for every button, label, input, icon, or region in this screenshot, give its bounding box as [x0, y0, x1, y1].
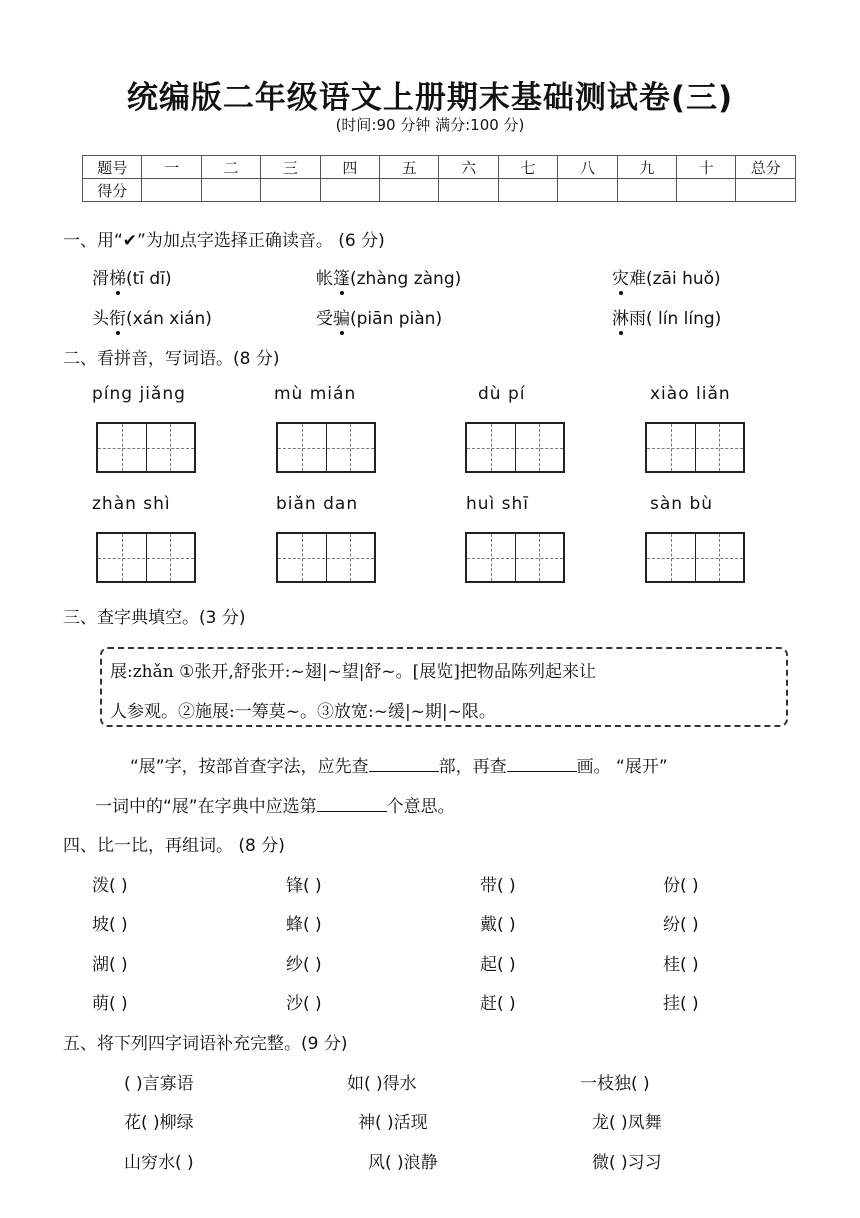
- score-cell[interactable]: [498, 179, 557, 202]
- q3-text: 部，再查: [438, 757, 507, 777]
- writing-grid[interactable]: [276, 422, 376, 473]
- q2-pinyin: xiào liǎn: [650, 384, 731, 404]
- q4-item[interactable]: 挂( ): [663, 994, 699, 1014]
- q2-pinyin: sàn bù: [650, 494, 714, 514]
- score-col: 五: [380, 156, 439, 179]
- page-subtitle: (时间:90 分钟 满分:100 分): [335, 116, 525, 134]
- q5-item[interactable]: ( )言寡语: [124, 1074, 194, 1094]
- dotted-char: 灾: [612, 264, 629, 289]
- score-col: 七: [498, 156, 557, 179]
- q2-pinyin: píng jiǎng: [92, 384, 186, 404]
- q4-item[interactable]: 起( ): [480, 955, 516, 975]
- q5-item[interactable]: 花( )柳绿: [124, 1113, 194, 1133]
- writing-grid[interactable]: [645, 532, 745, 583]
- dotted-char: 篷: [333, 264, 350, 289]
- q1-char: 难: [629, 269, 646, 289]
- q5-item[interactable]: 如( )得水: [347, 1074, 417, 1094]
- q1-char: 帐: [316, 269, 333, 289]
- q4-item[interactable]: 沙( ): [286, 994, 322, 1014]
- q1-char: 头: [92, 309, 109, 329]
- q3-text: 一词中的“展”在字典中应选第: [95, 797, 317, 817]
- q1-pinyin: (xán xián): [126, 309, 212, 329]
- q3-heading: 三、查字典填空。(3 分): [63, 608, 246, 628]
- q1-char: 雨: [629, 309, 646, 329]
- q3-text: 画。 “展开”: [576, 757, 668, 777]
- q5-item[interactable]: 风( )浪静: [368, 1153, 438, 1173]
- q3-text: 个意思。: [386, 797, 455, 817]
- q5-item[interactable]: 微( )习习: [592, 1153, 662, 1173]
- score-cell[interactable]: [380, 179, 439, 202]
- q4-item[interactable]: 锋( ): [286, 876, 322, 896]
- q3-fill-line: [95, 792, 455, 817]
- q1-pinyin: (tī dī): [126, 269, 172, 289]
- answer-blank[interactable]: [317, 797, 387, 812]
- dotted-char: 衔: [109, 304, 126, 329]
- q3-fill-line: [130, 752, 668, 777]
- q1-pinyin: (zhàng zàng): [350, 269, 462, 289]
- q1-item[interactable]: [316, 304, 442, 329]
- writing-grid[interactable]: [276, 532, 376, 583]
- score-cell[interactable]: [261, 179, 320, 202]
- score-cell[interactable]: [617, 179, 676, 202]
- q1-item[interactable]: [92, 264, 172, 289]
- writing-grid[interactable]: [96, 532, 196, 583]
- q4-item[interactable]: 份( ): [663, 876, 699, 896]
- dictionary-entry-box: [100, 647, 788, 727]
- score-col: 六: [439, 156, 498, 179]
- score-cell[interactable]: [558, 179, 617, 202]
- score-col: 三: [261, 156, 320, 179]
- score-cell[interactable]: [320, 179, 379, 202]
- score-cell[interactable]: [142, 179, 201, 202]
- score-col: 十: [677, 156, 736, 179]
- q1-pinyin: (zāi huǒ): [646, 269, 721, 289]
- score-value-row: [83, 179, 796, 202]
- score-header-row: [83, 156, 796, 179]
- q4-item[interactable]: 坡( ): [92, 915, 128, 935]
- q4-item[interactable]: 泼( ): [92, 876, 128, 896]
- writing-grid[interactable]: [465, 532, 565, 583]
- score-col: 总分: [736, 156, 796, 179]
- q1-char: 滑: [92, 269, 109, 289]
- score-cell[interactable]: [736, 179, 796, 202]
- q1-item[interactable]: [612, 264, 721, 289]
- score-col: 九: [617, 156, 676, 179]
- q1-pinyin: ( lín líng): [646, 309, 722, 329]
- score-col: 四: [320, 156, 379, 179]
- q1-item[interactable]: [92, 304, 212, 329]
- dictionary-line: 展:zhǎn ①张开,舒张开:~翅|~望|舒~。[展览]把物品陈列起来让: [110, 662, 596, 682]
- q2-pinyin: dù pí: [478, 384, 526, 404]
- q4-heading: 四、比一比，再组词。 (8 分): [63, 836, 285, 856]
- dictionary-line: 人参观。②施展:一筹莫~。③放宽:~缓|~期|~限。: [110, 702, 496, 722]
- score-col: 八: [558, 156, 617, 179]
- q5-heading: 五、将下列四字词语补充完整。(9 分): [63, 1034, 348, 1054]
- q2-pinyin: zhàn shì: [92, 494, 171, 514]
- q5-item[interactable]: 一枝独( ): [580, 1074, 650, 1094]
- score-cell[interactable]: [677, 179, 736, 202]
- score-cell[interactable]: [439, 179, 498, 202]
- writing-grid[interactable]: [645, 422, 745, 473]
- score-col: 二: [201, 156, 260, 179]
- q4-item[interactable]: 带( ): [480, 876, 516, 896]
- q4-item[interactable]: 蜂( ): [286, 915, 322, 935]
- q3-text: “展”字，按部首查字法，应先查: [130, 757, 369, 777]
- q1-heading: 一、用“✔”为加点字选择正确读音。 (6 分): [63, 231, 385, 251]
- answer-blank[interactable]: [369, 757, 439, 772]
- page-title: 统编版二年级语文上册期末基础测试卷(三): [126, 80, 734, 116]
- score-table: [82, 155, 796, 202]
- q2-pinyin: biǎn dan: [276, 494, 359, 514]
- score-row-label: 得分: [83, 179, 142, 202]
- q4-item[interactable]: 赶( ): [480, 994, 516, 1014]
- score-col: 一: [142, 156, 201, 179]
- q5-item[interactable]: 山穷水( ): [124, 1153, 194, 1173]
- q2-heading: 二、看拼音，写词语。(8 分): [63, 349, 280, 369]
- q1-item[interactable]: [316, 264, 461, 289]
- q4-item[interactable]: 戴( ): [480, 915, 516, 935]
- writing-grid[interactable]: [96, 422, 196, 473]
- score-cell[interactable]: [201, 179, 260, 202]
- q4-item[interactable]: 萌( ): [92, 994, 128, 1014]
- q1-pinyin: (piān piàn): [350, 309, 443, 329]
- q5-item[interactable]: 龙( )凤舞: [592, 1113, 662, 1133]
- dotted-char: 淋: [612, 304, 629, 329]
- score-row-label: 题号: [83, 156, 142, 179]
- q2-pinyin: mù mián: [274, 384, 357, 404]
- q1-char: 受: [316, 309, 333, 329]
- writing-grid[interactable]: [465, 422, 565, 473]
- dotted-char: 梯: [109, 264, 126, 289]
- q5-item[interactable]: 神( )活现: [358, 1113, 428, 1133]
- q1-item[interactable]: [612, 304, 721, 329]
- q2-pinyin: huì shī: [466, 494, 530, 514]
- answer-blank[interactable]: [507, 757, 577, 772]
- q4-item[interactable]: 纷( ): [663, 915, 699, 935]
- dotted-char: 骗: [333, 304, 350, 329]
- q4-item[interactable]: 湖( ): [92, 955, 128, 975]
- q4-item[interactable]: 桂( ): [663, 955, 699, 975]
- q4-item[interactable]: 纱( ): [286, 955, 322, 975]
